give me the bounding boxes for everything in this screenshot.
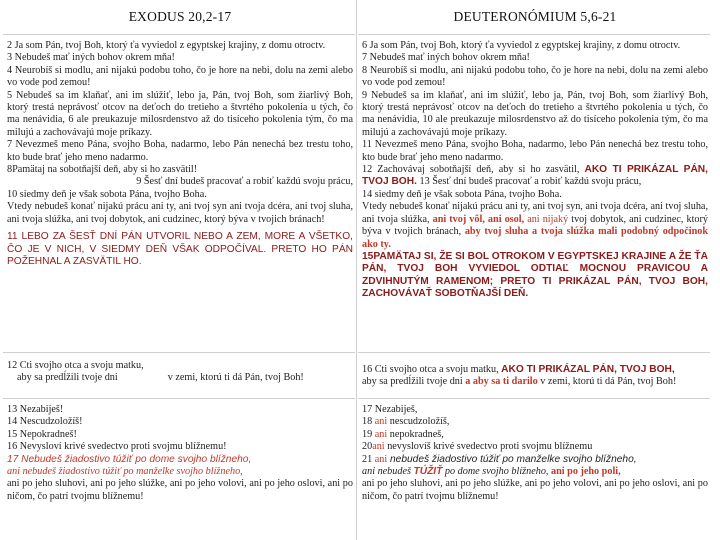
verse-17a: 17 Nebudeš žiadostivo túžiť po dome svojho blížneho, [7,453,252,465]
verse-14a: 14 siedmy deň je však sobota Pána, tvojho Boha. [362,188,562,200]
verse-16a: 16 Cti svojho otca a svoju matku, [362,364,499,375]
verse-14 [362,189,708,251]
verse-21e: TÚŽIŤ [413,466,443,478]
verse-12c: v zemi, ktorú ti dá Pán, tvoj Boh! [167,372,304,384]
deut-block-2 [358,364,712,389]
exodus-block-3 [3,404,357,503]
deut-block-3 [358,404,712,503]
verse-16-line-2 [362,376,708,388]
verse-14d: ani nijaký [524,213,569,225]
verse-21-line-2 [362,466,708,478]
verse-21 [362,454,708,466]
verse-10b-text: Vtedy nebudeš konať nijakú prácu ani ty, ani tvoj syn ani tvoja dcéra, ani tvoj sluha, ani tvoja slúžka, [7,201,353,225]
verse-16: 16 Nevysloví krivé svedectvo proti svojmu blížnemu! [7,441,227,453]
verse-14c: ani tvoj vôl, ani osol, [429,213,525,225]
verse-18 [362,416,708,428]
verse-17: 17 Nezabiješ, [362,404,418,415]
verse-14b: Vtedy nebudeš konať nijakú prácu ani ty, ani tvoj syn, ani tvoja dcéra, ani tvoj sluha, ani tvoja slúžka, [362,201,708,225]
verse-18-num: 18 [362,416,375,428]
verse-9: 9 Nebudeš sa im klaňať, ani im slúžiť, lebo ja, Pán, tvoj Boh, som žiarlivý Boh, ktorý trestá neprávosť otcov na deťoch do tretieho a štvrtého pokolenia u tých, čo ma nenávidia, 10 ale preukazuje milosrdenstvo až do tisíceho pokolenia tým, čo ma milujú a zachovávajú moje príkazy. [362,89,708,138]
verse-12 [362,164,708,189]
verse-7: 7 Nevezmeš meno Pána, svojho Boha, nadarmo, lebo Pán nenechá bez trestu toho, kto bude brať jeho meno nadarmo. [7,139,353,163]
exodus-block-1 [3,40,357,268]
verse-2: 2 Ja som Pán, tvoj Boh, ktorý ťa vyviedol z egyptskej krajiny, z domu otroctv. [7,40,326,51]
verse-14: 14 Nescudzoložíš! [7,416,83,428]
verse-17b: ani nebudeš žiadostivo túžiť po manželke svojho blížneho, [7,466,243,478]
verse-16-line-1 [362,364,708,376]
deuteronomy-column [358,0,712,540]
verse-3: 3 Nebudeš mať iných bohov okrem mňa! [7,52,175,64]
verse-21h: ani po jeho sluhovi, ani po jeho slúžke, ani po jeho volovi, ani po jeho oslovi, ani po ničom, čo patrí tvojmu blížnemu! [362,478,708,502]
verse-10b [7,201,353,226]
verse-12-line [7,372,353,384]
verse-12b: AKO TI PRIKÁZAL PÁN, TVOJ BOH. [362,164,708,188]
verse-12a: 12 Cti svojho otca a svoju matku, [7,360,144,371]
header-rule [3,34,355,35]
verse-11: 11 Nevezmeš meno Pána, svojho Boha, nadarmo, lebo Pán nenechá bez trestu toho, kto bude brať jeho meno nadarmo. [362,139,708,163]
block-rule-1 [3,352,355,353]
verse-20 [362,441,708,453]
verse-16c: aby sa predĺžili tvoje dni [362,376,463,388]
verse-12a: 12 Zachovávaj sobotňajší deň, aby si ho zasvätil, [362,164,580,176]
verse-8: 8Pamätaj na sobotňajší deň, aby si ho zasvätil! [7,164,198,176]
verse-14e: tvoj dobytok, ani cudzinec, ktorý býva v tvojich bránach, [362,213,708,238]
verse-16e: v zemi, ktorú ti dá Pán, tvoj Boh! [537,376,677,388]
verse-21-num: 21 [362,453,375,465]
verse-15: 15PAMÄTAJ SI, ŽE SI BOL OTROKOM V EGYPTSKEJ KRAJINE A ŽE ŤA PÁN, TVOJ BOH VYVIEDOL ODTIAĽ MOCNOU PRAVICOU A ZDVIHNUTÝM RAMENOM; PRETO TI PRIKÁZAL PÁN, TVOJ BOH, ZACHOVÁVAŤ SOBOTŇAJŠÍ DEŇ. [362,250,708,300]
exodus-block-2 [3,360,357,385]
exodus-header: EXODUS 20,2-17 [128,9,232,24]
verse-20-num: 20 [362,441,373,453]
verse-20-text: nevyslovíš krivé svedectvo proti svojmu blížnemu [384,441,593,453]
verse-12b: aby sa predĺžili tvoje dni [17,372,118,384]
verse-18-text: nescudzoložíš, [387,416,450,428]
verse-8: 8 Neurobíš si modlu, ani nijakú podobu toho, čo je hore na nebi, dolu na zemi alebo vo vode pod zemou! [362,64,708,89]
verse-14f: aby tvoj sluha a tvoja slúžka mali podobný odpočinok ako ty. [362,226,708,250]
block-rule-2 [3,398,355,399]
verse-7: 7 Nebudeš mať iných bohov okrem mňa! [362,52,530,64]
verse-10c-text: ani tvoj dobytok, ani cudzinec, ktorý býva v tvojich bránach! [76,213,325,225]
block-rule-2 [358,398,710,399]
verse-21d: ani nebudeš [362,466,414,478]
verse-19-ani: ani [374,428,388,440]
verse-21g: ani po jeho poli, [548,466,621,478]
verse-11: 11 LEBO ZA ŠESŤ DNÍ PÁN UTVORIL NEBO A ZEM, MORE A VŠETKO, ČO JE V NICH, V SIEDMY DEŇ VŠAK ODPOČÍVAL. PRETO HO PÁN POŽEHNAL A ZASVÄTIL HO. [7,231,353,267]
verse-21-text: nebudeš žiadostivo túžiť po manželke svojho blížneho, [387,453,637,465]
verse-16b: AKO TI PRIKÁZAL PÁN, TVOJ BOH, [498,364,675,375]
verse-16d: a aby sa ti darilo [462,376,538,388]
verse-21f: po dome svojho blížneho, [442,466,549,478]
header-rule [358,34,710,35]
verse-5: 5 Nebudeš sa im klaňať, ani im slúžiť, lebo ja, Pán, tvoj Boh, som žiarlivý Boh, ktorý trestá neprávosť otcov na deťoch do tretieho a štvrtého pokolenia u tých, čo ma nenávidia, 6 ale preukazuje milosrdenstvo až do tisíceho pokolenia tým, čo ma milujú a zachovávajú moje príkazy. [7,89,353,138]
verse-10a: 10 siedmy deň je však sobota Pána, tvojho Boha. [7,188,207,200]
verse-9: 9 Šesť dní budeš pracovať a robiť každú svoju prácu, [136,176,353,188]
verse-13: 13 Šesť dní budeš pracovať a robiť každú svoju prácu, [416,176,642,188]
verse-18-ani: ani [374,416,388,428]
verse-21-ani: ani [374,453,388,465]
exodus-column [3,0,357,540]
verse-19-text: nepokradneš, [387,428,444,440]
deuteronomy-header: DEUTERONÓMIUM 5,6-21 [453,9,617,24]
verse-6: 6 Ja som Pán, tvoj Boh, ktorý ťa vyviedol z egyptskej krajiny, z domu otroctv. [362,40,681,51]
verse-15: 15 Nepokradneš! [7,428,77,440]
verse-4: 4 Neurobíš si modlu, ani nijakú podobu toho, čo je hore na nebi, dolu na zemi alebo vo vode pod zemou! [7,64,353,89]
verse-19-num: 19 [362,428,375,440]
block-rule-1 [358,352,710,353]
deut-block-1 [358,40,712,301]
verse-13: 13 Nezabiješ! [7,404,64,415]
verse-19 [362,429,708,441]
verse-20-ani: ani [372,441,385,453]
verse-17c: ani po jeho sluhovi, ani po jeho slúžke, ani po jeho volovi, ani po jeho oslovi, ani po ničom, čo patrí tvojmu blížnemu! [7,478,353,502]
